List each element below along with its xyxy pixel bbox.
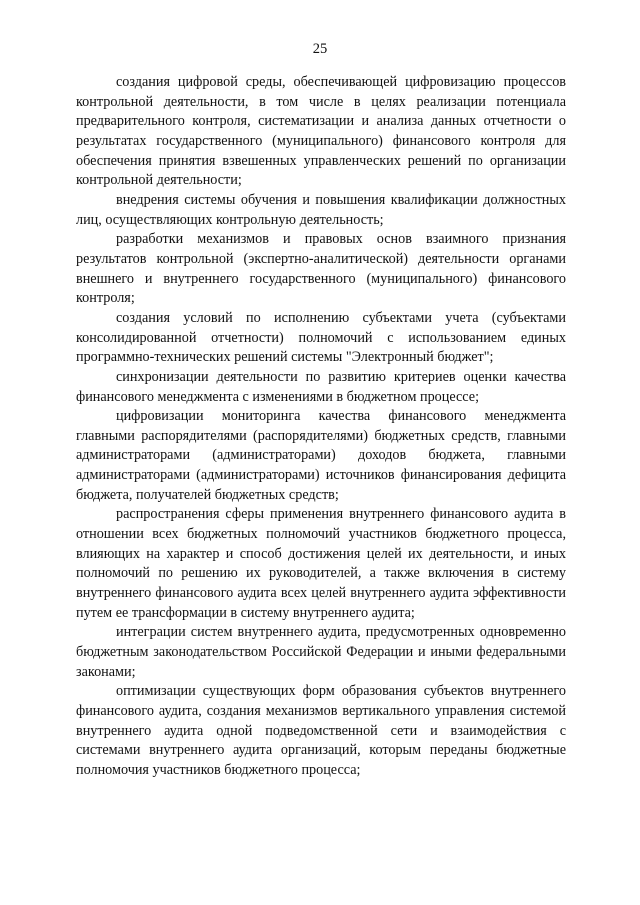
paragraph-digital-environment: создания цифровой среды, обеспечивающей цифровизацию процессов контрольной деятельности, в том числе в целях реализации потенциала предварительного контроля, систематизации и анализа данных отчетности о результатах государственного (муниципального) финансового контроля для обеспечения принятия взвешенных управленческих решений по организации контрольной деятельности; [76, 74, 566, 189]
paragraph-audit-scope: распространения сферы применения внутреннего финансового аудита в отношении всех бюджетных полномочий участников бюджетного процесса, влияющих на характер и способ достижения целей их деятельности, и иных полномочий по решению их руководителей, а также включения в систему внутреннего финансового аудита всех целей внутреннего аудита эффективности путем ее трансформации в систему внутреннего аудита; [76, 506, 566, 621]
paragraph-training-system: внедрения системы обучения и повышения квалификации должностных лиц, осуществляющих контрольную деятельность; [76, 191, 566, 228]
page-number: 25 [312, 41, 328, 57]
paragraph-audit-optimization: оптимизации существующих форм образования субъектов внутреннего финансового аудита, создания механизмов вертикального управления системой внутреннего аудита одной подведомственной сети и взаимодействия с системами внутреннего аудита организаций, которым переданы бюджетные полномочия участников бюджетного процесса; [76, 683, 566, 778]
document-body [76, 73, 566, 781]
paragraph-quality-criteria: синхронизации деятельности по развитию критериев оценки качества финансового менеджмента с изменениями в бюджетном процессе; [76, 368, 566, 405]
paragraph-audit-integration: интеграции систем внутреннего аудита, предусмотренных одновременно бюджетным законодательством Российской Федерации и иными федеральными законами; [76, 624, 566, 680]
paragraph-mutual-recognition: разработки механизмов и правовых основ взаимного признания результатов контрольной (экспертно-аналитической) деятельности органами внешнего и внутреннего государственного (муниципального) финансового контроля; [76, 231, 566, 307]
paragraph-monitoring-digitalization: цифровизации мониторинга качества финансового менеджмента главными распорядителями (распорядителями) бюджетных средств, главными администраторами (администраторами) доходов бюджета, главными администраторами (администраторами) источников финансирования дефицита бюджета, получателей бюджетных средств; [76, 408, 566, 503]
paragraph-electronic-budget: создания условий по исполнению субъектами учета (субъектами консолидированной отчетности) полномочий с использованием единых программно-технических решений системы "Электронный бюджет"; [76, 309, 566, 366]
